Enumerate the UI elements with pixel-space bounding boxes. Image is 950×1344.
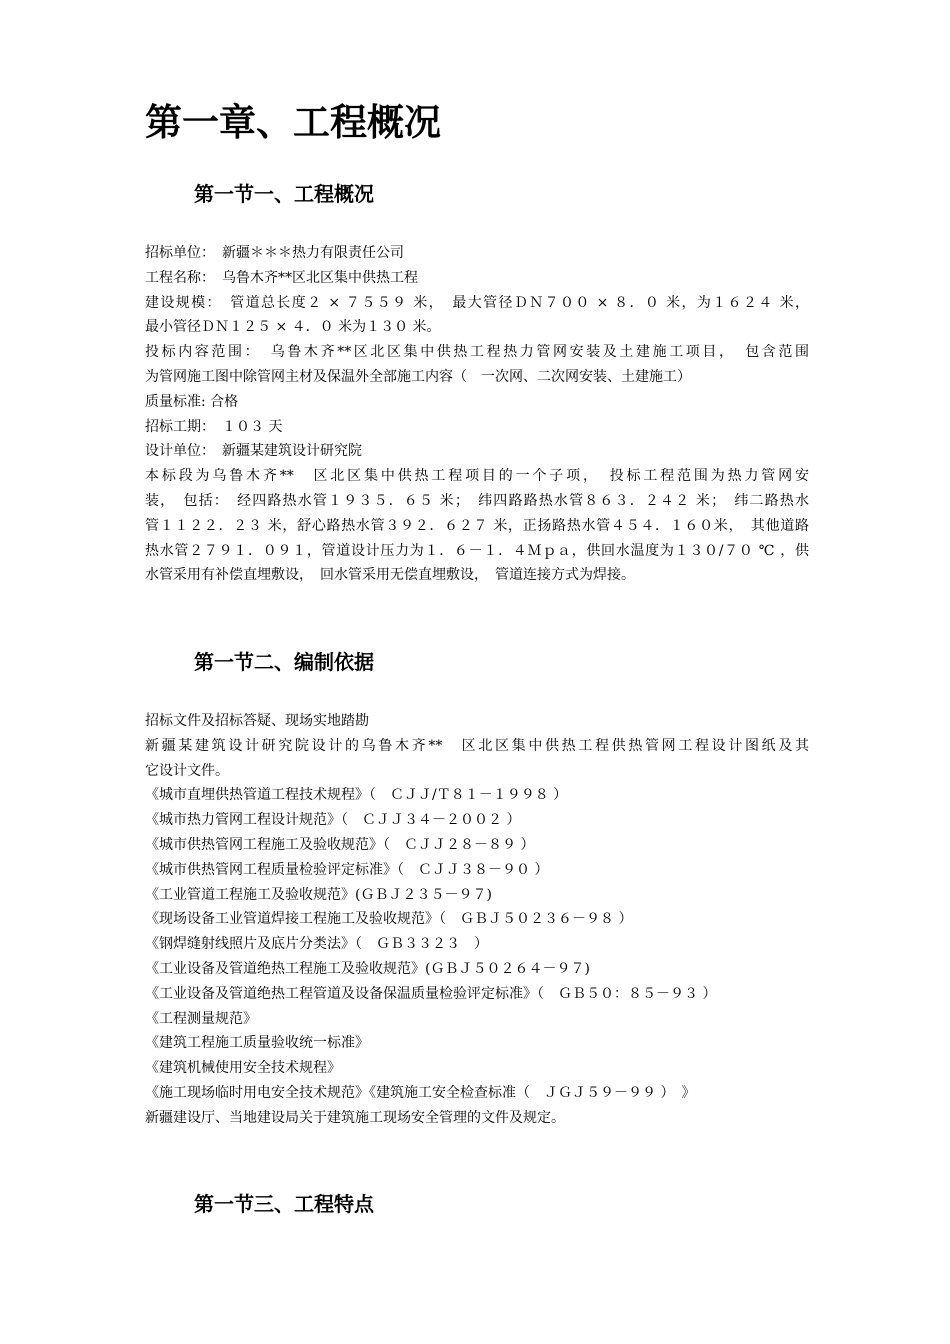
text-line: 为管网施工图中除管网主材及保温外全部施工内容（ 一次网、二次网安装、土建施工）	[145, 368, 691, 385]
standard-item: 《建筑机械使用安全技术规程》	[145, 1060, 341, 1077]
section-title-features: 第一节三、工程特点	[194, 1192, 374, 1216]
text-line: 装， 包括： 经四路热水管１９３５．６５ 米； 纬四路路热水管８６３．２４２ 米； 纬二路热水	[145, 492, 809, 509]
standard-item: 《建筑工程施工质量验收统一标准》	[145, 1035, 369, 1052]
text-line: 质量标准: 合格	[145, 393, 239, 410]
text-line: 投标内容范围： 乌鲁木齐**区北区集中供热工程热力管网安装及土建施工项目， 包含范围	[145, 344, 809, 361]
section-body-basis	[145, 709, 809, 1131]
text-line: 工程名称： 乌鲁木齐**区北区集中供热工程	[145, 269, 418, 286]
standard-item: 《城市供热管网工程施工及验收规范》（ ＣＪＪ２８－８９ ）	[145, 836, 535, 853]
text-line: 设计单位： 新疆某建筑设计研究院	[145, 443, 362, 460]
text-line: 招标单位： 新疆＊＊＊热力有限责任公司	[145, 245, 404, 261]
text-line: 管１１２２．２３ 米，舒心路热水管３９２．６２７ 米，正扬路热水管４５４．１６０米， 其他道路	[145, 517, 809, 534]
standard-item: 《城市直埋供热管道工程技术规程》（ ＣＪＪ/Ｔ８１－１９９８ ）	[145, 787, 568, 804]
standard-item: 《钢焊缝射线照片及底片分类法》（ ＧＢ３３２３ ）	[145, 936, 488, 953]
standard-item: 《工业管道工程施工及验收规范》(ＧＢＪ２３５－９７)	[145, 886, 492, 903]
text-line: 招标文件及招标答疑、现场实地踏勘	[145, 713, 369, 729]
standard-item: 《城市供热管网工程质量检验评定标准》（ ＣＪＪ３８－９０ ）	[145, 861, 549, 878]
standard-item: 《工业设备及管道绝热工程施工及验收规范》(ＧＢＪ５０２６４－９７)	[145, 960, 590, 977]
standard-item: 《工业设备及管道绝热工程管道及设备保温质量检验评定标准》（ ＧＢ５０：８５－９３ ）	[145, 985, 717, 1002]
standard-item: 《城市热力管网工程设计规范》（ ＣＪＪ３４－２００２ ）	[145, 812, 521, 829]
section-title-basis: 第一节二、编制依据	[194, 650, 374, 674]
text-line: 本标段为乌鲁木齐** 区北区集中供热工程项目的一个子项， 投标工程范围为热力管网安	[145, 468, 809, 485]
standard-item: 《工程测量规范》	[145, 1010, 257, 1027]
text-line: 建设规模： 管道总长度２ × ７５５９ 米， 最大管径ＤＮ７００ × ８．０ 米，为１６２４ 米，	[145, 294, 809, 311]
text-line: 它设计文件。	[145, 762, 229, 779]
text-line: 热水管２７９１．０９１，管道设计压力为１．６－１．４Ｍｐａ，供回水温度为１３０/７０ ℃ ，供	[145, 542, 809, 559]
text-line: 最小管径ＤＮ１２５ × ４．０ 米为１３０ 米。	[145, 319, 441, 336]
standard-item: 《现场设备工业管道焊接工程施工及验收规范》（ ＧＢＪ５０２３６－９８ ）	[145, 911, 633, 928]
text-line: 新疆某建筑设计研究院设计的乌鲁木齐** 区北区集中供热工程供热管网工程设计图纸及其	[145, 737, 809, 754]
chapter-title: 第一章、工程概况	[145, 101, 441, 144]
section-title-overview: 第一节一、工程概况	[194, 182, 374, 206]
text-line: 新疆建设厅、当地建设局关于建筑施工现场安全管理的文件及规定。	[145, 1109, 565, 1126]
text-line: 招标工期： １０３ 天	[145, 418, 283, 435]
section-body-overview	[145, 241, 809, 588]
standard-item: 《施工现场临时用电安全技术规范》《建筑施工安全检查标准（ ＪＧＪ５９－９９ ） 》	[145, 1084, 696, 1101]
text-line: 水管采用有补偿直埋敷设， 回水管采用无偿直埋敷设， 管道连接方式为焊接。	[145, 567, 635, 584]
